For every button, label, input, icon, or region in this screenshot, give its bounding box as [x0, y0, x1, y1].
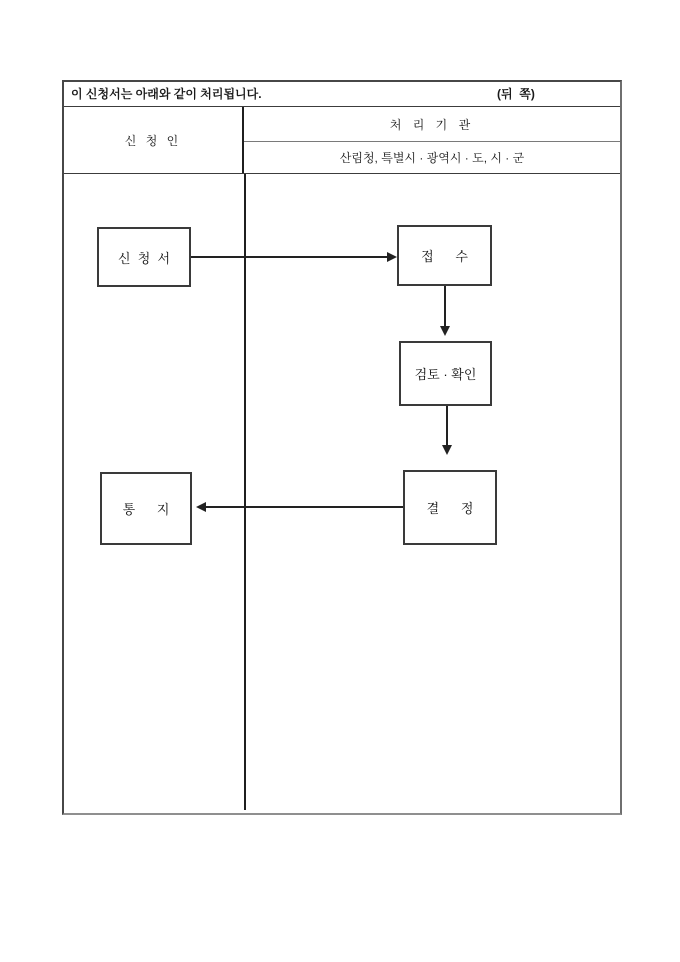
arrow-shaft: [444, 286, 446, 328]
back-page-label: (뒤 쪽): [497, 87, 535, 101]
arrowhead-down-icon: [440, 326, 450, 336]
column-divider-line: [244, 174, 246, 810]
decision-box: 결 정: [403, 470, 497, 545]
arrow-application-to-receipt: [191, 250, 397, 264]
processing-table: [62, 80, 622, 815]
arrowhead-left-icon: [196, 502, 206, 512]
agency-column-header: [244, 107, 620, 173]
arrow-shaft: [446, 406, 448, 447]
processing-notice-text: 이 신청서는 아래와 같이 처리됩니다.: [71, 87, 262, 101]
column-header-row: [64, 107, 620, 174]
notify-box: 통 지: [100, 472, 192, 545]
arrow-review-to-decision: [440, 406, 454, 455]
arrowhead-down-icon: [442, 445, 452, 455]
agency-title: 처 리 기 관: [244, 107, 620, 142]
applicant-column-header: 신 청 인: [64, 107, 244, 173]
receipt-box: 접 수: [397, 225, 492, 286]
notice-row: [64, 82, 620, 107]
flowchart-area: [64, 174, 620, 810]
agency-detail: 산림청, 특별시 · 광역시 · 도, 시 · 군: [339, 151, 525, 165]
arrow-shaft: [191, 256, 389, 258]
arrow-receipt-to-review: [438, 286, 452, 336]
arrow-shaft: [204, 506, 403, 508]
application-box: 신 청 서: [97, 227, 191, 287]
review-confirm-box: 검토 · 확인: [399, 341, 492, 406]
arrow-decision-to-notify: [196, 500, 403, 514]
arrowhead-right-icon: [387, 252, 397, 262]
